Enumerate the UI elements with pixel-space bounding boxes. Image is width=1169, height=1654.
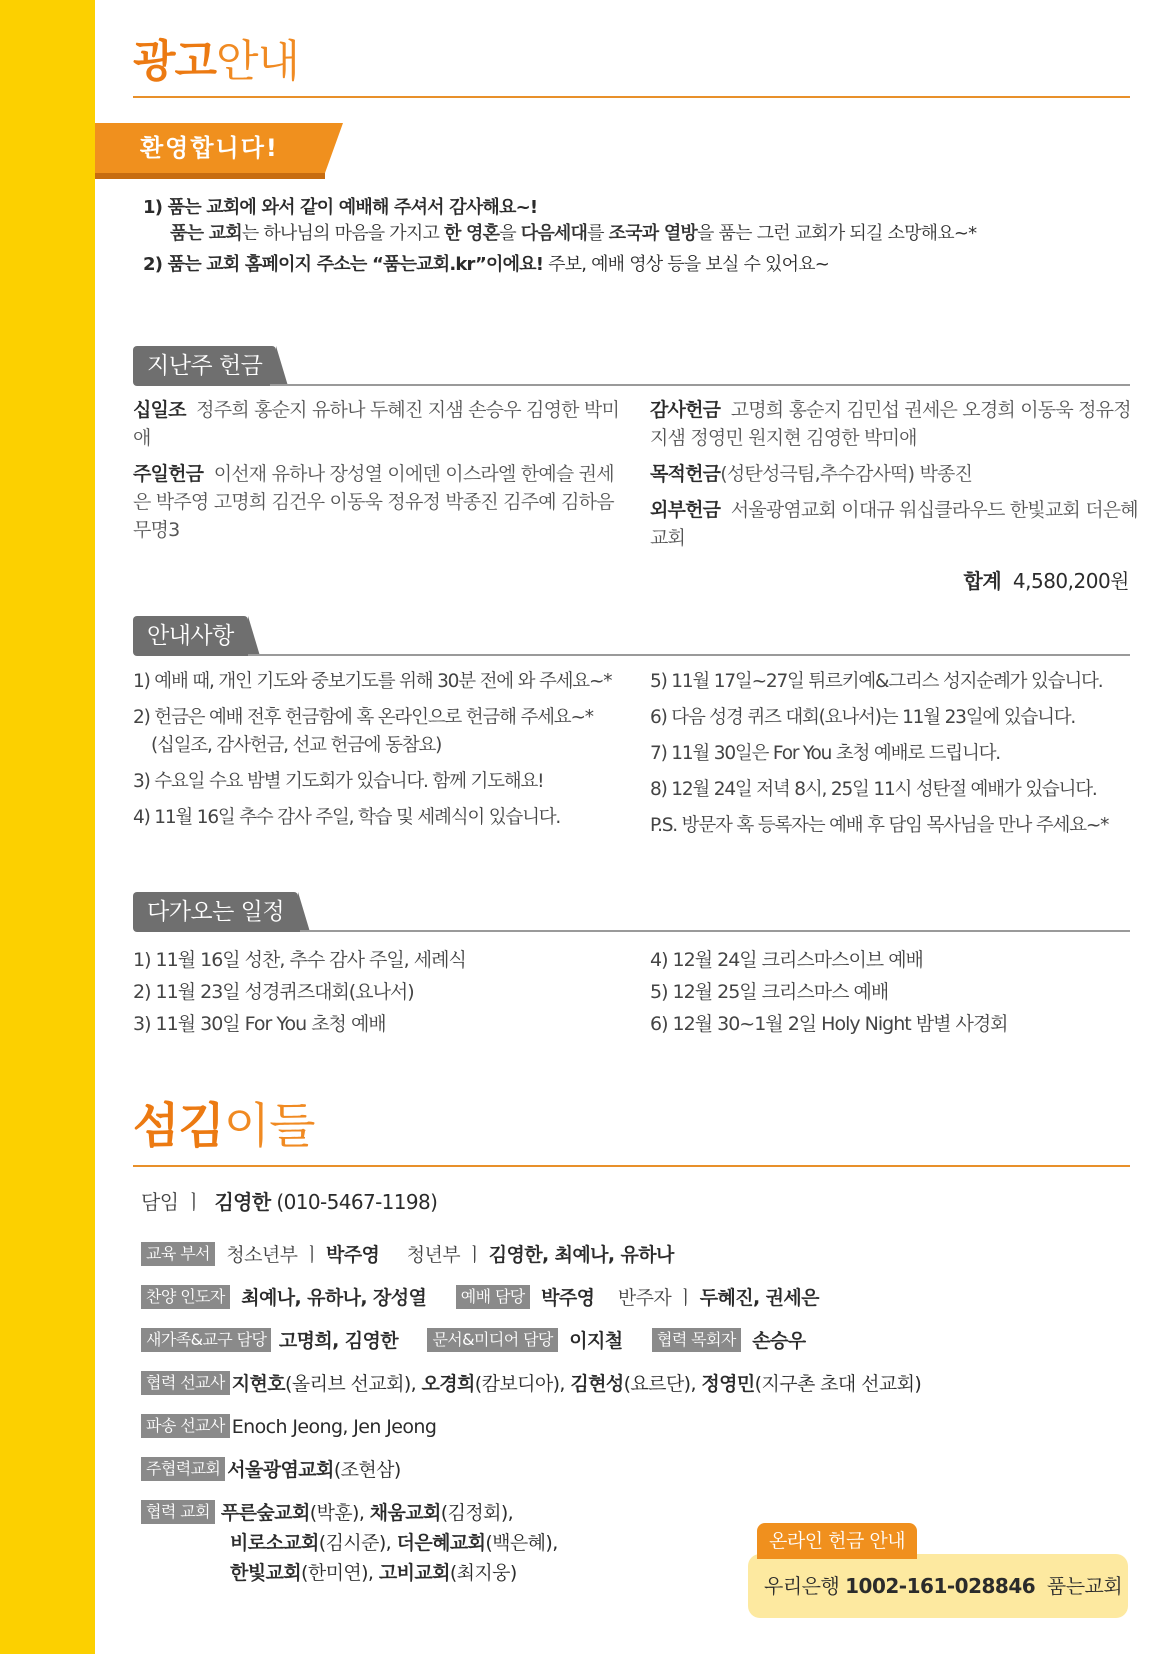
notice-item: 6) 다음 성경 퀴즈 대회(요나서)는 11월 23일에 있습니다.	[650, 707, 1076, 728]
schedule-item: 4) 12월 24일 크리스마스이브 예배	[650, 949, 923, 971]
notices-right	[650, 668, 1140, 848]
partner-church-row: 협력 교회 푸른숲교회(박훈), 채움교회(김정회),	[141, 1498, 513, 1528]
missionary-tag: 협력 선교사	[141, 1371, 230, 1395]
praise-tag: 찬양 인도자	[141, 1285, 230, 1309]
offering-total: 합계 4,580,200원	[963, 569, 1129, 593]
welcome-tag: 환영합니다!	[95, 123, 325, 173]
offering-rule	[270, 384, 1130, 386]
partner-tag: 협력 교회	[141, 1500, 215, 1524]
notice-item: 7) 11월 30일은 For You 초청 예배로 드립니다.	[650, 743, 1000, 764]
schedule-heading: 다가오는 일정	[133, 892, 298, 932]
family-tag: 새가족&교구 담당	[141, 1328, 271, 1352]
notice-item-sub: (십일조, 감사헌금, 선교 헌금에 동참요)	[151, 735, 442, 756]
notice-item: 3) 수요일 수요 밤별 기도회가 있습니다. 함께 기도해요!	[133, 771, 544, 792]
servants-title-rule	[133, 1165, 1130, 1167]
account-holder: 품는교회	[1046, 1574, 1123, 1598]
account-number: 1002-161-028846	[845, 1574, 1036, 1598]
notice-item: 8) 12월 24일 저녁 8시, 25일 11시 성탄절 예배가 있습니다.	[650, 779, 1097, 800]
sent-tag: 파송 선교사	[141, 1414, 230, 1438]
schedule-item: 5) 12월 25일 크리스마스 예배	[650, 981, 889, 1003]
partner-church-row-2: 비로소교회(김시준), 더은혜교회(백은혜),	[230, 1532, 558, 1554]
ad-title-rule	[133, 96, 1130, 98]
thanks-offering: 감사헌금 고명희 홍순지 김민섭 권세은 오경희 이동욱 정유정 지샘 정영민 원지현 김영한 박미애	[650, 399, 1131, 449]
missionary-row: 협력 선교사 지현호(올리브 선교회), 오경희(캄보디아), 김현성(요르단), 정영민(지구촌 초대 선교회)	[141, 1369, 921, 1399]
welcome-text	[143, 195, 1143, 278]
schedule-item: 2) 11월 23일 성경퀴즈대회(요나서)	[133, 981, 414, 1003]
schedule-right	[650, 944, 1140, 1040]
main-partner-row: 주협력교회 서울광염교회(조현삼)	[141, 1455, 401, 1485]
ad-section-title: 광고안내	[133, 36, 300, 87]
schedule-left	[133, 944, 623, 1040]
offering-heading: 지난주 헌금	[133, 346, 276, 386]
schedule-item: 3) 11월 30일 For You 초청 예배	[133, 1013, 386, 1035]
family-row: 새가족&교구 담당 고명희, 김영한 문서&미디어 담당 이지철 협력 목회자 손승우	[141, 1326, 805, 1356]
welcome-line-1: 1) 품는 교회에 와서 같이 예배해 주셔서 감사해요~!	[143, 197, 538, 218]
notice-ps: P.S. 방문자 혹 등록자는 예배 후 담임 목사님을 만나 주세요~*	[650, 815, 1109, 836]
notices-heading: 안내사항	[133, 616, 248, 656]
partner-church-row-3: 한빛교회(한미연), 고비교회(최지웅)	[230, 1562, 517, 1584]
notice-item: 2) 헌금은 예배 전후 헌금함에 혹 온라인으로 헌금해 주세요~*	[133, 707, 593, 728]
schedule-item: 6) 12월 30~1월 2일 Holy Night 밤별 사경회	[650, 1013, 1008, 1035]
online-offering-tag: 온라인 헌금 안내	[757, 1523, 917, 1559]
side-accent-bar	[0, 0, 95, 1654]
pastor-row: 담임 ㅣ 김영한 (010-5467-1198)	[141, 1190, 438, 1214]
welcome-line-3: 2) 품는 교회 홈페이지 주소는 “품는교회.kr”이에요! 주보, 예배 영상 등을 보실 수 있어요~	[143, 254, 830, 276]
education-row: 교육 부서 청소년부 ㅣ 박주영 청년부 ㅣ 김영한, 최예나, 유하나	[141, 1240, 674, 1270]
media-tag: 문서&미디어 담당	[427, 1328, 557, 1352]
welcome-tag-shadow	[95, 173, 325, 179]
schedule-rule	[300, 930, 1130, 932]
servants-title: 섬김이들	[133, 1098, 315, 1154]
praise-row: 찬양 인도자 최예나, 유하나, 장성열 예배 담당 박주영 반주자 ㅣ 두혜진, 권세은	[141, 1283, 819, 1313]
notices-rule	[248, 654, 1130, 656]
sunday-offering: 주일헌금 이선재 유하나 장성열 이에덴 이스라엘 한예슬 권세은 박주영 고명희 김건우 이동욱 정유정 박종진 김주예 김하음 무명3	[133, 463, 614, 541]
notice-item: 5) 11월 17일~27일 튀르키예&그리스 성지순례가 있습니다.	[650, 671, 1103, 692]
purpose-offering: 목적헌금(성탄성극팀,추수감사떡) 박종진	[650, 463, 973, 485]
education-tag: 교육 부서	[141, 1242, 215, 1266]
copastor-tag: 협력 목회자	[652, 1328, 741, 1352]
bank-name: 우리은행	[764, 1574, 840, 1598]
notice-item: 1) 예배 때, 개인 기도와 중보기도를 위해 30분 전에 와 주세요~*	[133, 671, 612, 692]
offering-left-column	[133, 396, 623, 552]
online-offering-box	[748, 1554, 1128, 1618]
schedule-item: 1) 11월 16일 성찬, 추수 감사 주일, 세례식	[133, 949, 466, 971]
notices-left	[133, 668, 633, 840]
tithe-offering: 십일조 정주희 홍순지 유하나 두혜진 지샘 손승우 김영한 박미애	[133, 399, 620, 449]
offering-right-column	[650, 396, 1140, 560]
worship-tag: 예배 담당	[456, 1285, 530, 1309]
notice-item: 4) 11월 16일 추수 감사 주일, 학습 및 세례식이 있습니다.	[133, 807, 561, 828]
sent-missionary-row: 파송 선교사 Enoch Jeong, Jen Jeong	[141, 1412, 436, 1442]
welcome-line-2: 품는 교회는 하나님의 마음을 가지고 한 영혼을 다음세대를 조국과 열방을 품는 그런 교회가 되길 소망해요~*	[170, 223, 977, 245]
main-partner-tag: 주협력교회	[141, 1457, 225, 1481]
external-offering: 외부헌금 서울광염교회 이대규 워십클라우드 한빛교회 더은혜교회	[650, 499, 1138, 549]
